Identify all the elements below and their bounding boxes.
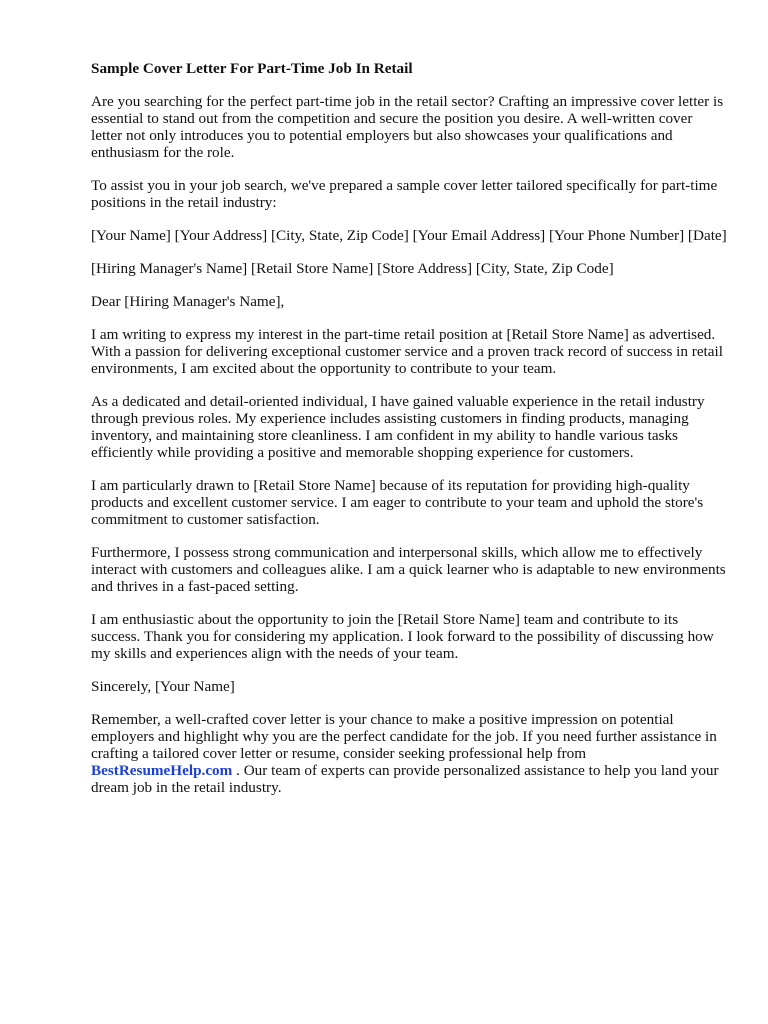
body-paragraph-5: I am enthusiastic about the opportunity to join the [Retail Store Name] team and contribute to its success. Thank you for considering my application. I look forward to the possibility of discussing how my skills and experiences align with the needs of your team.: [91, 611, 714, 662]
remember-paragraph: [91, 711, 727, 796]
intro-paragraph: Are you searching for the perfect part-time job in the retail sector? Crafting an impressive cover letter is essential to stand out from the competition and secure the position you desire. A well-written cover letter not only introduces you to potential employers but also showcases your qualifications and enthusiasm for the role.: [91, 93, 724, 161]
salutation: Dear [Hiring Manager's Name],: [91, 293, 285, 310]
sender-block: [Your Name] [Your Address] [City, State, Zip Code] [Your Email Address] [Your Phone Number] [Date]: [91, 227, 727, 244]
body-paragraph-3: I am particularly drawn to [Retail Store Name] because of its reputation for providing high-quality products and excellent customer service. I am eager to contribute to your team and uphold the store's commitment to customer satisfaction.: [91, 477, 704, 528]
recipient-block: [Hiring Manager's Name] [Retail Store Name] [Store Address] [City, State, Zip Code]: [91, 260, 614, 277]
body-paragraph-2: As a dedicated and detail-oriented individual, I have gained valuable experience in the retail industry through previous roles. My experience includes assisting customers in finding products, managing inventory, and maintaining store cleanliness. I am confident in my ability to handle various tasks efficiently while providing a positive and memorable shopping experience for customers.: [91, 393, 705, 461]
body-paragraph-1: I am writing to express my interest in the part-time retail position at [Retail Store Name] as advertised. With a passion for delivering exceptional customer service and a proven track record of success in retail environments, I am excited about the opportunity to contribute to your team.: [91, 326, 723, 377]
remember-text-before: Remember, a well-crafted cover letter is your chance to make a positive impression on potential employers and highlight why you are the perfect candidate for the job. If you need further assistance in crafting a tailored cover letter or resume, consider seeking professional help from: [91, 711, 717, 762]
bestresumehelp-link[interactable]: BestResumeHelp.com: [91, 762, 233, 779]
body-paragraph-4: Furthermore, I possess strong communication and interpersonal skills, which allow me to effectively interact with customers and colleagues alike. I am a quick learner who is adaptable to new environments and thrives in a fast-paced setting.: [91, 544, 726, 595]
remember-text-after: . Our team of experts can provide personalized assistance to help you land your dream job in the retail industry.: [91, 762, 719, 796]
document-page: [91, 60, 727, 812]
closing: Sincerely, [Your Name]: [91, 678, 235, 695]
assist-paragraph: To assist you in your job search, we've prepared a sample cover letter tailored specifically for part-time positions in the retail industry:: [91, 177, 718, 211]
document-title: Sample Cover Letter For Part-Time Job In Retail: [91, 60, 413, 77]
